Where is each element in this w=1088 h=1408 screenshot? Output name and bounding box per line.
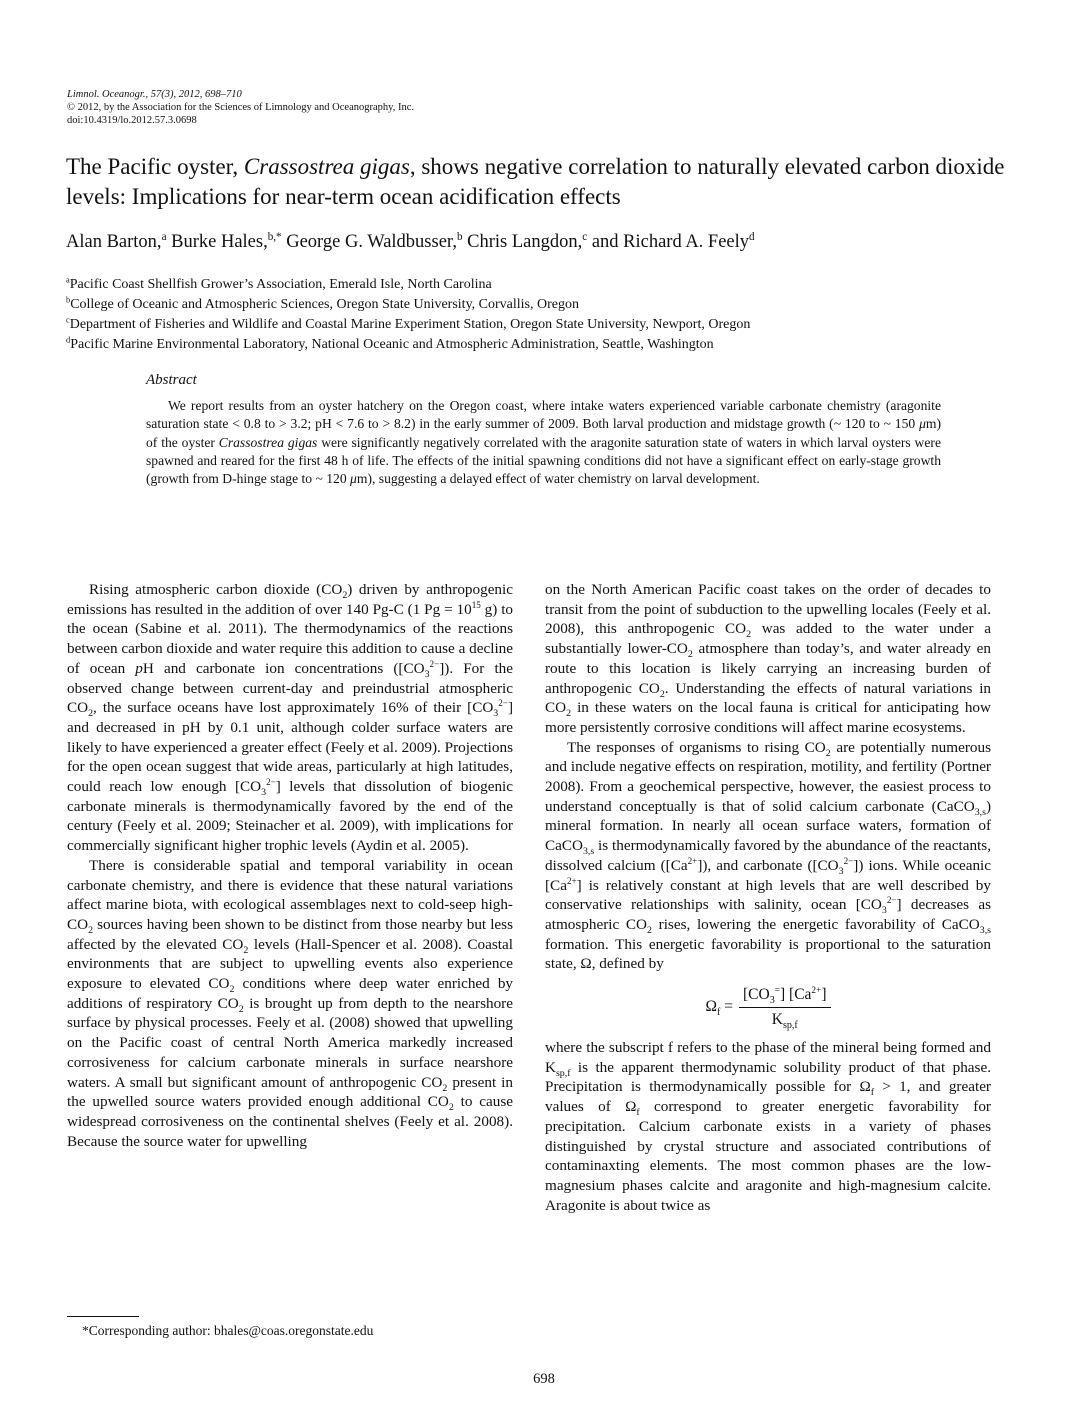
species-name: Crassostrea gigas [243, 154, 410, 179]
author-name: Chris Langdon, [462, 232, 583, 252]
page-number: 698 [533, 1371, 555, 1387]
author-name: Burke Hales, [166, 232, 268, 252]
author-name: Alan Barton, [66, 232, 162, 252]
journal-citation: Limnol. Oceanogr., 57(3), 2012, 698–710 [67, 89, 242, 100]
body-paragraph: There is considerable spatial and temporal variability in ocean carbonate chemistry, and there is evidence that these natural variations affect marine biota, with ecological assemblages next to cold-seep high-$CO_2$ sources having been shown to be distinct from those nearby but less affected by the elevated $CO_2$ levels (Hall-Spencer et al. 2008). Coastal environments that are subject to upwelling events also experience exposure to elevated $CO_2$ conditions where deep water enriched by additions of respiratory $CO_2$ is brought up from depth to the nearshore surface by physical processes. Feely et al. (2008) showed that upwelling on the Pacific coast of central North America markedly increased corrosiveness for calcium carbonate minerals in surface nearshore waters. A small but significant amount of anthropogenic $CO_2$ present in the upwelled source waters provided enough additional $CO_2$ to cause widespread corrosiveness on the continental shelves (Feely et al. 2008). Because the source water for upwelling [67, 856, 514, 1150]
affiliation-a: $^a$Pacific Coast Shellfish Grower’s Association, Emerald Isle, North Carolina [66, 275, 492, 292]
body-paragraph: on the North American Pacific coast takes on the order of decades to transit from the point of subduction to the upwelling locales (Feely et al. 2008), this anthropogenic $CO_2$ was added to the water under a substantially lower-$CO_2$ atmosphere than today’s, and water already en route to this location is likely carrying an increasing burden of anthropogenic $CO_2$. Understanding the effects of natural variations in $CO_2$ in these waters on the local fauna is critical for anticipating how more persistently corrosive conditions will affect marine ecosystems. [545, 581, 992, 736]
equation-numerator: $[CO_3^=]$ $[Ca^{2+}]$ [739, 985, 830, 1008]
body-column-right [545, 580, 991, 1215]
body-paragraph: Rising atmospheric carbon dioxide $(CO_2)$ driven by anthropogenic emissions has resulted in the addition of over 140 Pg-C (1 $Pg = 10^{15}$ g) to the ocean (Sabine et al. 2011). The thermodynamics of the reactions between carbon dioxide and water require this addition to cause a decline of ocean pH and carbonate ion concentrations $([CO_3^{2-}])$. For the observed change between current-day and preindustrial atmospheric $CO_2$, the surface oceans have lost approximately 16% of their $[CO_3^{2-}]$ and decreased in pH by 0.1 unit, although colder surface waters are likely to have experienced a greater effect (Feely et al. 2009). Projections for the open ocean suggest that wide areas, particularly at high latitudes, could reach low enough $[CO_3^{2-}]$ levels that dissolution of biogenic carbonate minerals is thermodynamically favored by the end of the century (Feely et al. 2009; Steinacher et al. 2009), with implications for commercially significant higher trophic levels (Aydin et al. 2005). [67, 581, 514, 855]
body-paragraph: The responses of organisms to rising $CO_2$ are potentially numerous and include negative effects on respiration, motility, and fertility (Portner 2008). From a geochemical perspective, however, the easiest process to understand conceptually is that of solid calcium carbonate (CaCO$_{3,s}$) mineral formation. In nearly all ocean surface waters, formation of CaCO$_{3,s}$ is thermodynamically favored by the abundance of the reactants, dissolved calcium $([Ca^{2+}])$, and carbonate $([CO_3^{2-}])$ ions. While oceanic $[Ca^{2+}]$ is relatively constant at high levels that are well described by conservative relationships with salinity, ocean $[CO_3^{2-}]$ decreases as atmospheric $CO_2$ rises, lowering the energetic favorability of CaCO$_{3,s}$ formation. This energetic favorability is proportional to the saturation state, Ω, defined by [545, 738, 992, 973]
author-list: Alan Barton,$^a$ Burke Hales,$^{b,*}$ George G. Waldbusser,$^b$ Chris Langdon,$^c$ and Richard A. Feely$^d$ [66, 230, 755, 252]
body-paragraph: where the subscript f refers to the phase of the mineral being formed and $K_{sp,f}$ is the apparent thermodynamic solubility product of that phase. Precipitation is thermodynamically possible for $\Omega_f > 1$, and greater values of $\Omega_f$ correspond to greater energetic favorability for precipitation. Calcium carbonate exists in a variety of phases distinguished by crystal structure and associated contributions of contaminaxting elements. The most common phases are the low-magnesium phases calcite and aragonite and high-magnesium calcite. Aragonite is about twice as [545, 1039, 991, 1214]
doi-line: doi:10.4319/lo.2012.57.3.0698 [67, 115, 197, 126]
paper-title: The Pacific oyster, Crassostrea gigas, shows negative correlation to naturally elevated carbon dioxide levels: Implications for near-term ocean acidification effects [66, 154, 1005, 209]
corresponding-author-footnote: *Corresponding author: bhales@coas.oregonstate.edu [82, 1323, 374, 1338]
equation-denominator: $K_{sp,f}$ [771, 1010, 798, 1031]
copyright-line: © 2012, by the Association for the Sciences of Limnology and Oceanography, Inc. [67, 102, 415, 113]
affiliation-d: $^d$Pacific Marine Environmental Laboratory, National Oceanic and Atmospheric Administration, Seattle, Washington [66, 335, 714, 352]
footnote-divider [67, 1316, 139, 1317]
affiliations [66, 275, 750, 355]
author-name: George G. Waldbusser, [281, 232, 457, 252]
author-name: and Richard A. Feely [587, 232, 750, 252]
equation-fraction [739, 985, 830, 1029]
abstract-heading: Abstract [146, 372, 197, 388]
journal-header [67, 88, 414, 127]
body-column-left [67, 580, 513, 1151]
species-name: Crassostrea gigas [218, 434, 318, 450]
saturation-state-equation: $\Omega_f$ = $\frac{[CO_3^=] [Ca^{2+}]}{K_{sp,f}}$ [545, 984, 991, 1030]
abstract-text: We report results from an oyster hatchery on the Oregon coast, where intake waters experienced variable carbonate chemistry (aragonite saturation state < 0.8 to > 3.2; pH < 7.6 to > 8.2) in the early summer of 2009. Both larval production and midstage growth (~ 120 to ~ 150 μm) of the oyster Crassostrea gigas were significantly negatively correlated with the aragonite saturation state of waters in which larval oysters were spawned and reared for the first 48 h of life. The effects of the initial spawning conditions did not have a significant effect on early-stage growth (growth from D-hinge stage to ~ 120 μm), suggesting a delayed effect of water chemistry on larval development. [146, 398, 941, 487]
affiliation-b: $^b$College of Oceanic and Atmospheric Sciences, Oregon State University, Corvallis, Oregon [66, 295, 579, 312]
affiliation-c: $^c$Department of Fisheries and Wildlife and Coastal Marine Experiment Station, Oregon State University, Newport, Oregon [66, 315, 751, 332]
